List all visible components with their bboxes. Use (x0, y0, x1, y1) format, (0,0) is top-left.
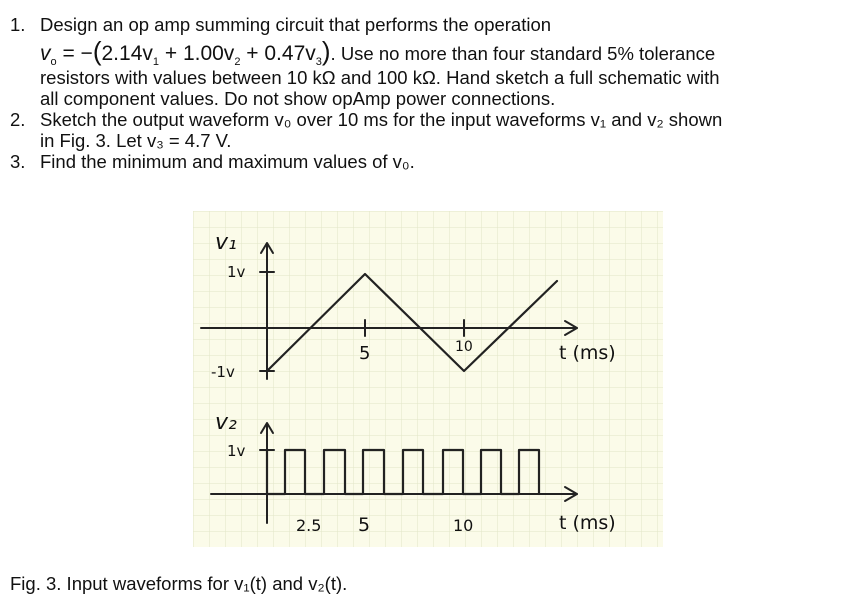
v2-tick-label-5: 5 (358, 514, 371, 536)
v1-amplitude-positive-label: 1v (227, 263, 246, 281)
v2-tick-label-10: 10 (453, 516, 474, 535)
question-text-line: Find the minimum and maximum values of v₀. (40, 151, 415, 172)
question-text-line: all component values. Do not show opAmp power connections. (40, 88, 556, 109)
v1-x-axis-label: t (ms) (559, 342, 616, 364)
question-2 (10, 109, 850, 151)
question-text-line: Design an op amp summing circuit that performs the operation (40, 14, 552, 35)
figure-caption: Fig. 3. Input waveforms for v₁(t) and v₂(t). (10, 573, 348, 594)
question-1 (10, 14, 850, 109)
equation-open-paren: ( (92, 36, 102, 66)
question-text-line: Sketch the output waveform v₀ over 10 ms for the input waveforms v₁ and v₂ shown (40, 109, 723, 130)
v1-tick-label-10: 10 (455, 339, 473, 355)
equation-term-3: 0.47v (264, 42, 316, 65)
v2-tick-label-2-5: 2.5 (296, 516, 322, 535)
equation-plus-2: + (240, 42, 265, 65)
v2-axis-label: v₂ (215, 410, 237, 435)
question-number: 2. (10, 109, 26, 130)
v1-amplitude-negative-label: -1v (211, 363, 235, 381)
v1-axis-label: v₁ (215, 230, 237, 255)
equation-term-3-subscript: 3 (315, 56, 322, 68)
graph-paper-grid (193, 211, 663, 547)
equation-close-paren: ) (321, 36, 331, 66)
equation-plus-1: + (159, 42, 183, 65)
question-text-line: in Fig. 3. Let v₃ = 4.7 V. (40, 130, 232, 151)
equation-line (40, 35, 850, 67)
equation-term-2-subscript: 2 (234, 56, 241, 68)
question-3 (10, 151, 850, 172)
equation-term-1: 2.14v (101, 42, 153, 65)
equation-tail-text: . Use no more than four standard 5% tolerance (330, 43, 716, 64)
equation-term-1-subscript: 1 (152, 56, 159, 68)
equation-term-2: 1.00v (182, 42, 235, 65)
equation-lhs: v (40, 42, 51, 65)
v1-tick-label-5: 5 (359, 343, 371, 364)
input-waveforms-figure (193, 211, 663, 547)
question-number: 1. (10, 14, 26, 35)
question-list (10, 14, 850, 172)
equation-lhs-subscript: o (50, 56, 57, 68)
question-number: 3. (10, 151, 26, 172)
v2-x-axis-label: t (ms) (559, 512, 616, 534)
question-text-line: resistors with values between 10 kΩ and 100 kΩ. Hand sketch a full schematic with (40, 67, 720, 88)
equation-equals: = − (56, 42, 93, 65)
equation (40, 35, 331, 78)
v2-amplitude-label: 1v (227, 442, 246, 460)
